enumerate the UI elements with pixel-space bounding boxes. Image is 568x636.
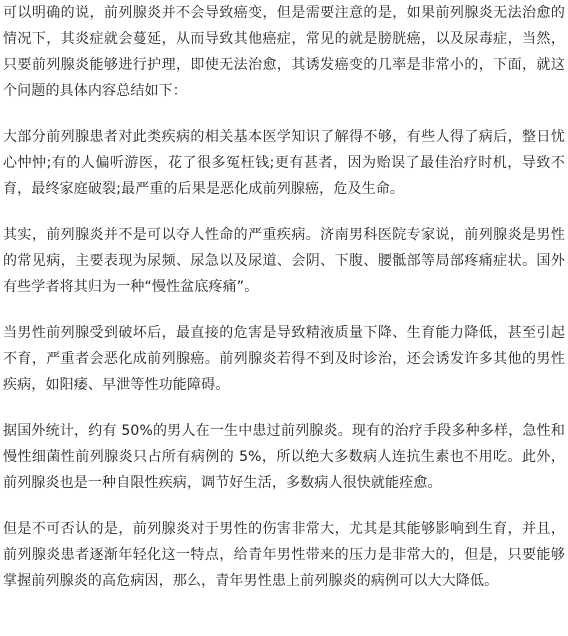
article-body (3, 0, 565, 594)
paragraph-1: 可以明确的说，前列腺炎并不会导致癌变，但是需要注意的是，如果前列腺炎无法治愈的情况下，其炎症就会蔓延，从而导致其他癌症，常见的就是膀胱癌，以及尿毒症，当然，只要前列腺炎能够进行护理，即使无法治愈，其诱发癌变的几率是非常小的，下面，就这个问题的具体内容总结如下： (3, 5, 565, 99)
paragraph-5: 据国外统计，约有 50%的男人在一生中患过前列腺炎。现有的治疗手段多种多样，急性和慢性细菌性前列腺炎只占所有病例的 5%，所以绝大多数病人连抗生素也不用吃。此外，前列腺炎也是一种自限性疾病，调节好生活，多数病人很快就能痊愈。 (3, 423, 565, 491)
paragraph-3: 其实，前列腺炎并不是可以夺人性命的严重疾病。济南男科医院专家说，前列腺炎是男性的常见病，主要表现为尿频、尿急以及尿道、会阴、下腹、腰骶部等局部疼痛症状。国外有些学者将其归为一种“慢性盆底疼痛”。 (3, 227, 565, 295)
paragraph-6: 但是不可否认的是，前列腺炎对于男性的伤害非常大，尤其是其能够影响到生育，并且，前列腺炎患者逐渐年轻化这一特点，给青年男性带来的压力是非常大的，但是，只要能够掌握前列腺炎的高危病因，那么，青年男性患上前列腺炎的病例可以大大降低。 (3, 521, 565, 589)
paragraph-4: 当男性前列腺受到破坏后，最直接的危害是导致精液质量下降、生育能力降低，甚至引起不育，严重者会恶化成前列腺癌。前列腺炎若得不到及时诊治，还会诱发许多其他的男性疾病，如阳痿、早泄等性功能障碍。 (3, 325, 565, 393)
paragraph-2: 大部分前列腺患者对此类疾病的相关基本医学知识了解得不够，有些人得了病后，整日忧心忡忡;有的人偏听游医，花了很多冤枉钱;更有甚者，因为贻误了最佳治疗时机，导致不育，最终家庭破裂;最严重的后果是恶化成前列腺癌，危及生命。 (3, 129, 565, 197)
